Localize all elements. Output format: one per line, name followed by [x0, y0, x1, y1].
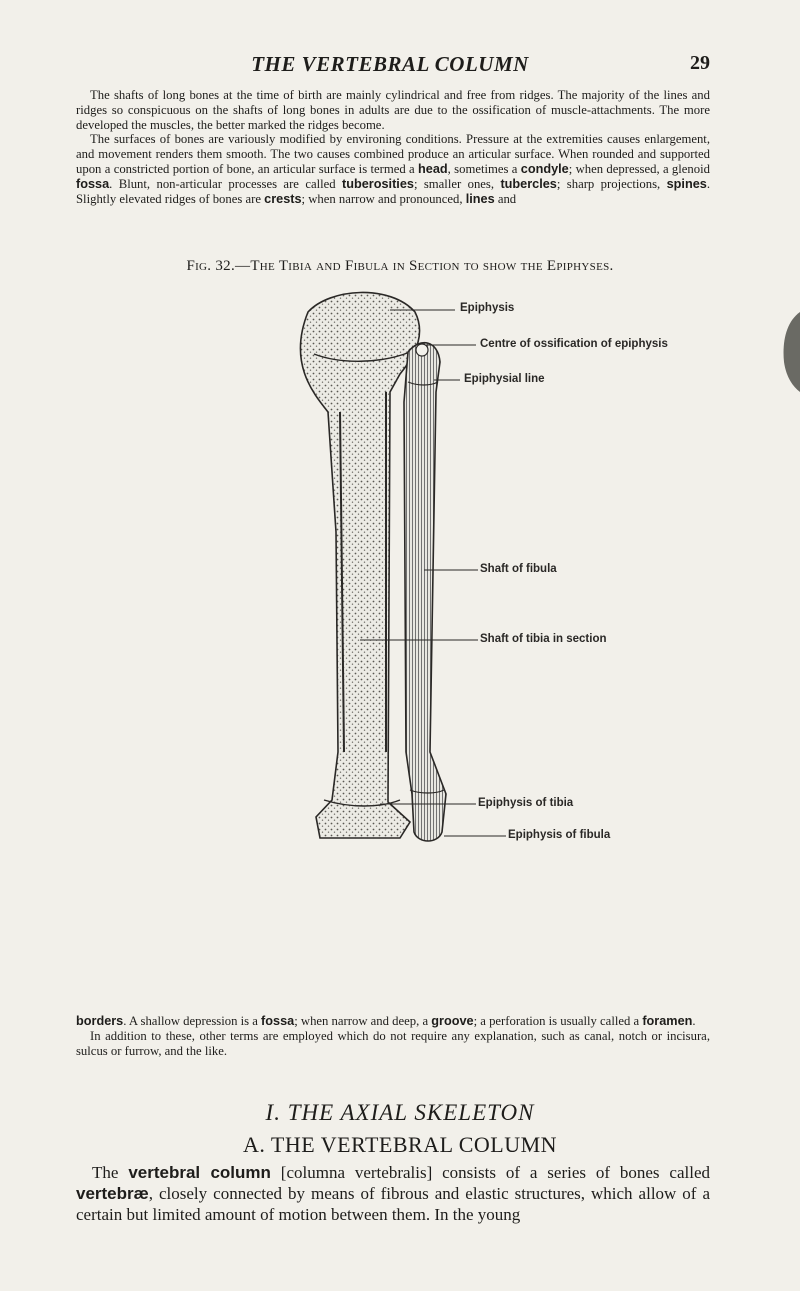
- text-run: The: [92, 1163, 129, 1182]
- term-vertebrae: vertebræ: [76, 1184, 149, 1203]
- figure-caption: Fig. 32.—The Tibia and Fibula in Section to show the Epiphyses.: [186, 258, 614, 274]
- term-fossa: fossa: [76, 176, 110, 191]
- text-run: , closely connected by means of fibrous and elastic structures, which allow of a certain but limited amount of motion between them. In the young: [76, 1184, 710, 1224]
- paragraph-other-terms: In addition to these, other terms are employed which do not require any explanation, such as canal, notch or incisura, sulcus or furrow, and the like.: [76, 1028, 710, 1058]
- term-foramen: foramen: [642, 1014, 693, 1028]
- text-run: ; a perforation is usually called a: [473, 1014, 643, 1028]
- term-condyle: condyle: [520, 161, 569, 176]
- text-run: and: [494, 191, 517, 206]
- term-spines: spines: [666, 176, 707, 191]
- running-head: [70, 52, 710, 86]
- paragraph-surfaces: [76, 132, 710, 206]
- label-epiphysis-of-tibia: Epiphysis of tibia: [478, 797, 574, 809]
- running-title: THE VERTEBRAL COLUMN: [251, 52, 529, 76]
- text-run: .: [692, 1014, 696, 1028]
- paragraph-shafts: The shafts of long bones at the time of birth are mainly cylindrical and free from ridges. The majority of the lines and ridges so conspicuous on the shafts of long bones in adults are due to the ossification of muscle-attachments. The more developed the muscles, the better marked the ridges become.: [76, 88, 710, 132]
- label-epiphysis-of-fibula: Epiphysis of fibula: [508, 829, 611, 841]
- term-tuberosities: tuberosities: [342, 176, 414, 191]
- tibia-fibula-illustration: [240, 282, 680, 842]
- term-tubercles: tubercles: [500, 176, 557, 191]
- label-centre-of-ossification: Centre of ossification of epiphysis: [480, 338, 668, 350]
- text-run: . Slightly elevated ridges of bones are: [76, 176, 710, 206]
- text-run: . A shallow depression is a: [123, 1014, 262, 1028]
- intro-text: [76, 88, 710, 206]
- term-groove: groove: [431, 1014, 474, 1028]
- text-run: ; smaller ones,: [413, 176, 501, 191]
- term-head: head: [418, 161, 448, 176]
- page-edge-tab: [778, 312, 800, 392]
- text-run: ; sharp projections,: [556, 176, 667, 191]
- section-title: A. THE VERTEBRAL COLUMN: [242, 1132, 558, 1157]
- terms-text: [76, 1014, 710, 1058]
- term-vertebral-column: vertebral column: [128, 1163, 271, 1182]
- text-run: ; when narrow and pronounced,: [301, 191, 466, 206]
- ossification-centre: [416, 344, 428, 356]
- label-shaft-of-fibula: Shaft of fibula: [480, 563, 557, 575]
- paragraph-borders: [76, 1014, 710, 1029]
- part-title: I. THE AXIAL SKELETON: [265, 1100, 535, 1125]
- text-run: . Blunt, non-articular processes are called: [109, 176, 343, 191]
- vertebral-column-text: [76, 1162, 710, 1225]
- tibia-fibula-figure: [240, 282, 680, 842]
- fibula-outline: [404, 343, 446, 841]
- term-fossa-2: fossa: [261, 1014, 295, 1028]
- term-crests: crests: [264, 191, 302, 206]
- text-run: The surfaces of bones are variously modified by environing conditions. Pressure at the extremities causes enlargement, and movement renders them smooth. The two causes combined produce an articular surface. When rounded and supported upon a constricted portion of bone, an articular surface is termed a: [76, 132, 710, 176]
- term-lines: lines: [465, 191, 495, 206]
- label-epiphysis: Epiphysis: [460, 302, 515, 314]
- page-number: 29: [690, 52, 710, 74]
- text-run: ; when depressed, a glenoid: [568, 161, 710, 176]
- text-run: ; when narrow and deep, a: [294, 1014, 432, 1028]
- label-shaft-of-tibia: Shaft of tibia in section: [480, 633, 607, 645]
- tibia-outline: [300, 292, 419, 838]
- term-borders: borders: [76, 1014, 124, 1028]
- text-run: , sometimes a: [447, 161, 521, 176]
- label-epiphysial-line: Epiphysial line: [464, 373, 545, 385]
- text-run: [columna vertebralis] consists of a series of bones called: [270, 1163, 710, 1182]
